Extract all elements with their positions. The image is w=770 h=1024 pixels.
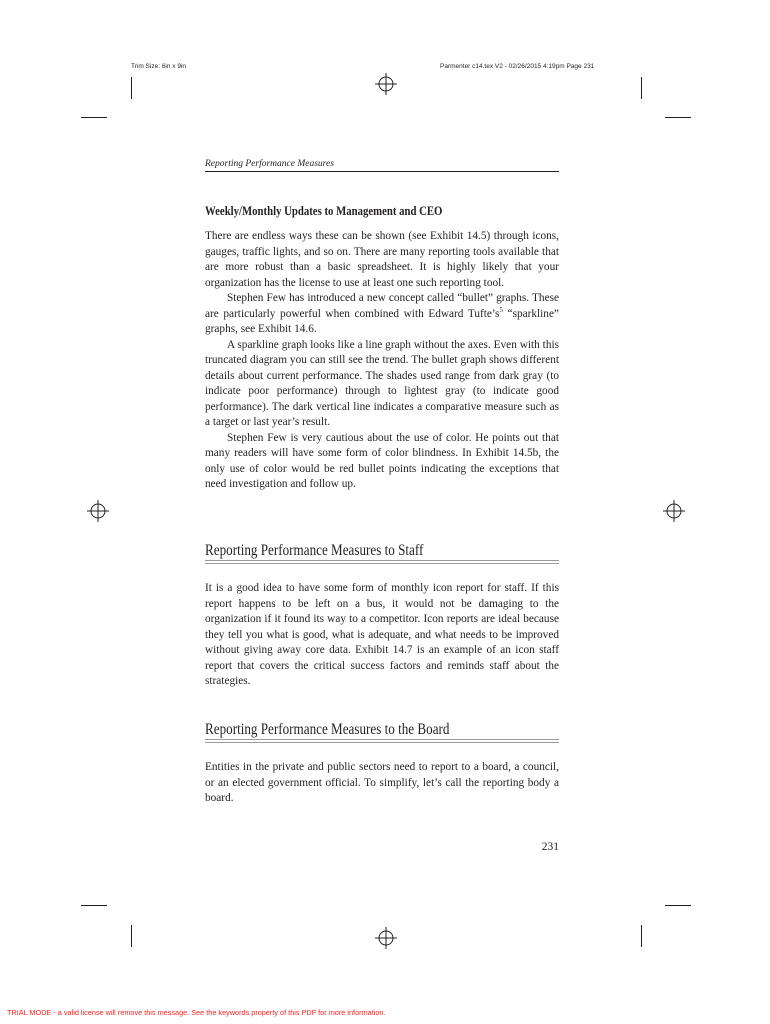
paragraph	[205, 291, 559, 338]
crop-mark-icon	[131, 925, 132, 947]
paragraph: It is a good idea to have some form of monthly icon report for staff. If this report happens to be left on a bus, it would not be damaging to the organization if it found its way to a competitor. Icon reports are ideal because they tell you what is good, what is adequate, and what needs to be improved without giving away core data. Exhibit 14.7 is an example of an icon staff report that covers the critical success factors and reminds staff about the strategies.	[205, 582, 559, 687]
paragraph: A sparkline graph looks like a line graph without the axes. Even with this truncated diagram you can still see the trend. The bullet graph shows different details about current performance. The shades used range from dark gray (to indicate poor performance) through to lightest gray (to indicate good performance). The dark vertical line indicates a comparative measure such as a target or last year’s result.	[205, 338, 559, 428]
page-number: 231	[541, 841, 559, 853]
section-body-staff	[205, 581, 559, 690]
file-info-label: Parmenter c14.tex V2 - 02/26/2015 4:19pm Page 231	[440, 63, 595, 70]
section-body-board	[205, 760, 559, 807]
crop-mark-icon	[665, 905, 691, 906]
footnote-marker: 5	[499, 305, 503, 314]
registration-mark-icon	[375, 73, 397, 95]
running-head-rule	[205, 171, 559, 172]
section-heading-text: Reporting Performance Measures to Staff	[205, 542, 424, 559]
crop-mark-icon	[641, 925, 642, 947]
trial-mode-notice: TRIAL MODE - a valid license will remove this message. See the keywords property of this PDF for more information.	[7, 1008, 386, 1017]
section-rule	[205, 739, 559, 743]
registration-mark-icon	[87, 500, 109, 522]
section-heading-staff	[205, 542, 559, 560]
crop-mark-icon	[131, 77, 132, 99]
paragraph: Entities in the private and public sectors need to report to a board, a council, or an elected government official. To simplify, let’s call the reporting body a board.	[205, 761, 559, 804]
registration-mark-icon	[663, 500, 685, 522]
section-heading-text: Reporting Performance Measures to the Board	[205, 721, 450, 738]
paragraph: There are endless ways these can be shown (see Exhibit 14.5) through icons, gauges, traffic lights, and so on. There are many reporting tools available that are more robust than a basic spreadsheet. It is highly likely that your organization has the license to use at least one such reporting tool.	[205, 230, 559, 289]
crop-mark-icon	[81, 117, 107, 118]
paragraph-text: Stephen Few has introduced a new concept called “bullet” graphs. These are particularly powerful when combined with Edward Tufte’s	[205, 292, 559, 320]
section-body-weekly-updates	[205, 229, 559, 493]
section-heading-board	[205, 721, 559, 739]
section-heading-weekly-updates: Weekly/Monthly Updates to Management and CEO	[205, 204, 443, 218]
crop-mark-icon	[641, 77, 642, 99]
trim-size-label: Trim Size: 6in x 9in	[131, 63, 187, 70]
paragraph-text: “sparkline” graphs, see Exhibit 14.6.	[205, 307, 559, 335]
registration-mark-icon	[375, 927, 397, 949]
section-rule	[205, 560, 559, 564]
running-head: Reporting Performance Measures	[205, 159, 334, 169]
paragraph: Stephen Few is very cautious about the use of color. He points out that many readers will have some form of color blindness. In Exhibit 14.5b, the only use of color would be red bullet points indicating the exceptions that need investigation and follow up.	[205, 431, 559, 490]
crop-mark-icon	[81, 905, 107, 906]
crop-mark-icon	[665, 117, 691, 118]
